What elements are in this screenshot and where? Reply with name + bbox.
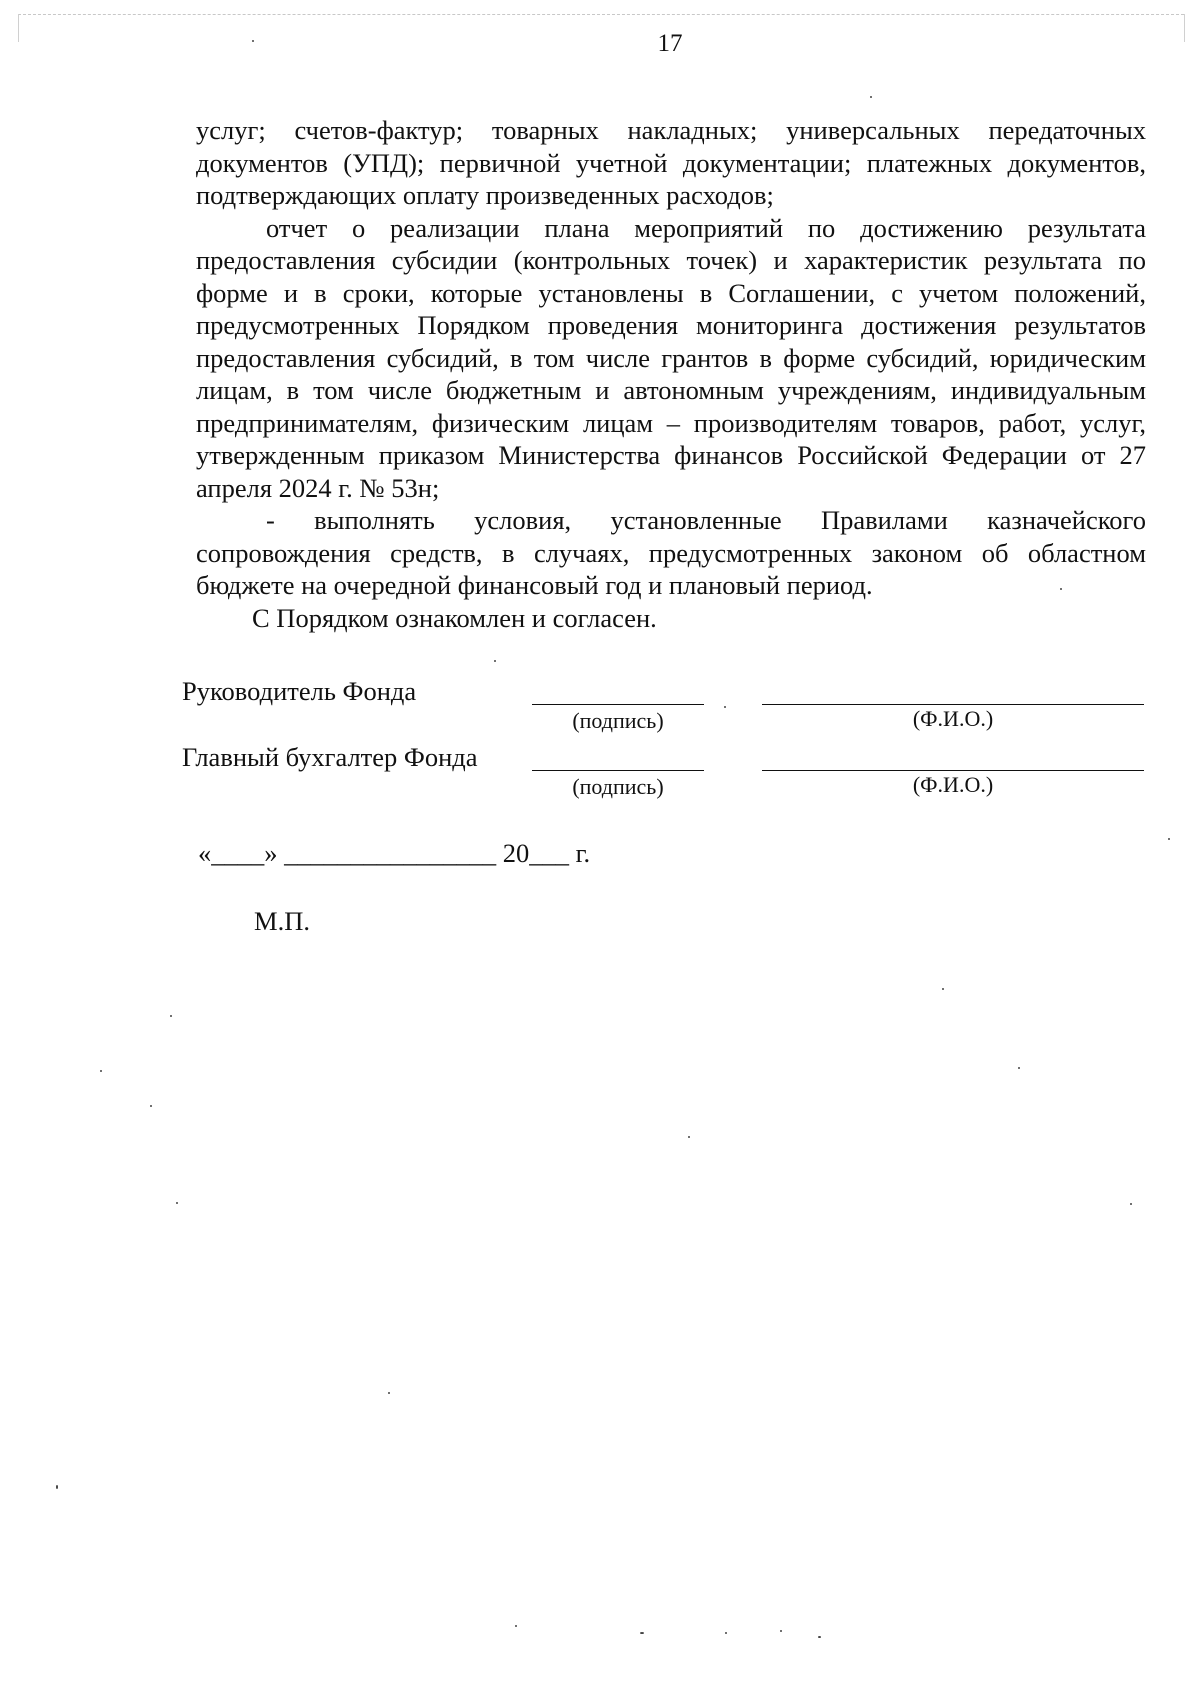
scan-speck bbox=[724, 706, 726, 708]
signature-line bbox=[532, 770, 704, 771]
scan-speck bbox=[688, 1136, 690, 1138]
name-line bbox=[762, 770, 1144, 771]
signature-row-accountant bbox=[182, 742, 1152, 802]
scan-speck bbox=[515, 1625, 517, 1627]
scan-speck bbox=[56, 1485, 58, 1489]
scan-speck bbox=[100, 1070, 102, 1072]
paragraph-report: отчет о реализации плана мероприятий по достижению результата предоставления субсидии (контрольных точек) и характеристик результата по форме и в сроки, которые установлены в Соглашении, с учетом положений, предусмотренных Порядком проведения мониторинга достижения результатов предоставления субсидий, в том числе грантов в форме субсидий, юридическим лицам, в том числе бюджетным и автономным учреждениям, индивидуальным предпринимателям, физическим лицам – производителям товаров, работ, услуг, утвержденным приказом Министерства финансов Российской Федерации от 27 апреля 2024 г. № 53н; bbox=[196, 212, 1146, 503]
scan-speck bbox=[252, 40, 254, 42]
scan-speck bbox=[150, 1105, 152, 1107]
scan-speck bbox=[1168, 838, 1170, 840]
scan-speck bbox=[1060, 588, 1062, 590]
signature-row-head bbox=[182, 676, 1152, 736]
page-number: 17 bbox=[657, 30, 683, 57]
scan-speck bbox=[1130, 1203, 1132, 1205]
paragraph-treasury: - выполнять условия, установленные Правилами казначейского сопровождения средств, в случаях, предусмотренных законом об областном бюджете на очередной финансовый год и плановый период. bbox=[196, 505, 1146, 600]
name-caption: (Ф.И.О.) bbox=[912, 706, 994, 731]
signature-caption: (подпись) bbox=[572, 774, 664, 799]
scan-speck bbox=[494, 660, 496, 662]
scan-speck bbox=[942, 988, 944, 990]
name-line bbox=[762, 704, 1144, 705]
scan-speck bbox=[176, 1202, 178, 1204]
scan-speck bbox=[388, 1392, 390, 1394]
scan-speck bbox=[170, 1015, 172, 1017]
scan-speck bbox=[870, 96, 872, 98]
agreement-statement: С Порядком ознакомлен и согласен. bbox=[252, 602, 657, 633]
signature-caption: (подпись) bbox=[572, 708, 664, 733]
paragraph-documents: услуг; счетов-фактур; товарных накладных; универсальных передаточных документов (УПД); первичной учетной документации; платежных документов, подтверждающих оплату произведенных расходов; bbox=[196, 115, 1146, 210]
signature-line bbox=[532, 704, 704, 705]
scan-speck bbox=[818, 1636, 821, 1638]
scan-speck bbox=[640, 1632, 644, 1634]
scan-speck bbox=[1018, 1067, 1020, 1069]
name-caption: (Ф.И.О.) bbox=[912, 772, 994, 797]
date-field: «____» ________________ 20___ г. bbox=[198, 838, 591, 868]
stamp-placeholder: М.П. bbox=[254, 906, 310, 936]
signature-role: Руководитель Фонда bbox=[182, 676, 417, 706]
scan-border-top bbox=[18, 14, 1184, 15]
body-text bbox=[196, 114, 1146, 634]
signature-role: Главный бухгалтер Фонда bbox=[182, 742, 478, 772]
scan-speck bbox=[780, 1630, 782, 1632]
scan-speck bbox=[725, 1632, 727, 1634]
